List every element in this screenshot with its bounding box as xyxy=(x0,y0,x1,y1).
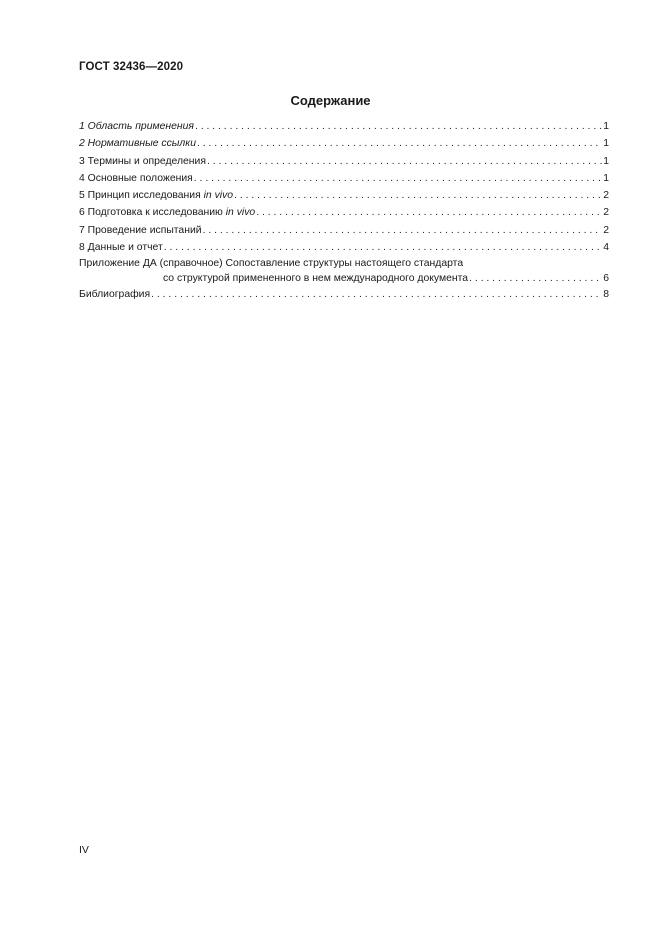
toc-entry-page: 6 xyxy=(603,273,609,285)
toc-entry-title: 3 Термины и определения xyxy=(79,155,206,167)
toc-leader-dots xyxy=(207,153,602,170)
toc-entry-general-provisions[interactable] xyxy=(79,170,609,187)
toc-entry-page: 2 xyxy=(603,224,609,236)
toc-entry-title: 7 Проведение испытаний xyxy=(79,224,202,236)
toc-entry-page: 2 xyxy=(603,207,609,219)
toc-entry-page: 1 xyxy=(603,138,609,150)
page-number: IV xyxy=(79,844,89,856)
toc-entry-scope[interactable] xyxy=(79,118,609,135)
toc-entry-page: 4 xyxy=(603,242,609,254)
toc-entry-testing[interactable] xyxy=(79,222,609,239)
toc-entry-annex[interactable] xyxy=(79,256,609,286)
toc-entry-page: 1 xyxy=(603,121,609,132)
toc-entry-data-and-report[interactable] xyxy=(79,239,609,256)
toc-entry-title-text: 5 Принцип исследования xyxy=(79,190,204,202)
toc-title: Содержание xyxy=(290,93,371,108)
toc-entry-title-emphasis: in vivo xyxy=(203,190,234,202)
toc-entry-title-emphasis: in vivo xyxy=(225,207,256,219)
toc-annex-title-line1: Приложение ДА (справочное) Сопоставление структуры настоящего стандарта xyxy=(79,258,464,270)
toc-entry-page: 2 xyxy=(603,190,609,202)
toc-entry-page: 1 xyxy=(603,172,609,184)
toc-entry-title: 8 Данные и отчет xyxy=(79,242,163,254)
document-code: ГОСТ 32436—2020 xyxy=(79,61,184,73)
toc-entry-research-principle[interactable] xyxy=(79,187,609,204)
table-of-contents xyxy=(79,118,609,304)
toc-leader-dots xyxy=(469,271,602,286)
toc-leader-dots xyxy=(195,118,602,135)
toc-entry-title-text: 6 Подготовка к исследованию xyxy=(79,207,226,219)
toc-leader-dots xyxy=(203,222,603,239)
toc-annex-line2 xyxy=(79,271,609,286)
toc-leader-dots xyxy=(234,187,602,204)
toc-entry-bibliography[interactable] xyxy=(79,286,609,303)
toc-entry-title: Библиография xyxy=(79,289,151,301)
toc-entry-title: 4 Основные положения xyxy=(79,172,193,184)
toc-leader-dots xyxy=(197,135,602,152)
toc-leader-dots xyxy=(151,286,602,303)
toc-entry-title: 1 Область применения xyxy=(79,121,194,132)
toc-entry-title xyxy=(79,204,255,221)
toc-entry-page: 8 xyxy=(603,289,609,301)
toc-leader-dots xyxy=(164,239,603,256)
toc-entry-research-preparation[interactable] xyxy=(79,204,609,221)
toc-leader-dots xyxy=(194,170,602,187)
toc-entry-title xyxy=(79,187,233,204)
toc-annex-title-line2: со структурой примененного в нем международного документа xyxy=(163,273,469,285)
toc-entry-terms[interactable] xyxy=(79,153,609,170)
toc-entry-title: 2 Нормативные ссылки xyxy=(79,138,196,150)
toc-leader-dots xyxy=(256,204,602,221)
toc-entry-normative-references[interactable] xyxy=(79,135,609,152)
toc-entry-page: 1 xyxy=(603,155,609,167)
